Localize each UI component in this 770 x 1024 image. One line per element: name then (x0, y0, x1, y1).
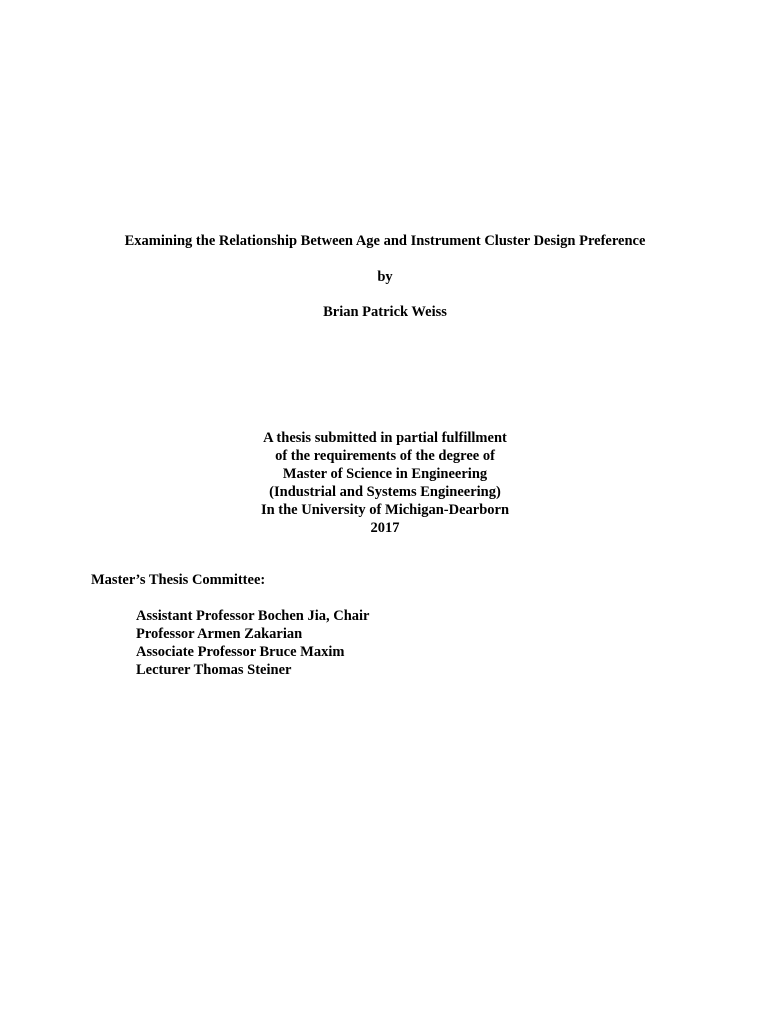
committee-member: Assistant Professor Bochen Jia, Chair (136, 608, 370, 624)
committee-member: Lecturer Thomas Steiner (136, 662, 292, 678)
submission-line: Master of Science in Engineering (282, 466, 488, 482)
submission-line: In the University of Michigan-Dearborn (260, 502, 510, 518)
thesis-title: Examining the Relationship Between Age and Instrument Cluster Design Preference (124, 233, 646, 249)
submission-line: (Industrial and Systems Engineering) (269, 484, 501, 500)
submission-year: 2017 (370, 520, 400, 536)
submission-line: A thesis submitted in partial fulfillment (263, 430, 507, 446)
committee-heading: Master’s Thesis Committee: (91, 572, 266, 588)
by-line: by (377, 269, 393, 285)
committee-member: Professor Armen Zakarian (136, 626, 303, 642)
submission-statement (0, 429, 770, 537)
committee-member: Associate Professor Bruce Maxim (136, 644, 345, 660)
committee-list (136, 607, 369, 679)
author-name: Brian Patrick Weiss (323, 304, 447, 320)
submission-line: of the requirements of the degree of (275, 448, 495, 464)
